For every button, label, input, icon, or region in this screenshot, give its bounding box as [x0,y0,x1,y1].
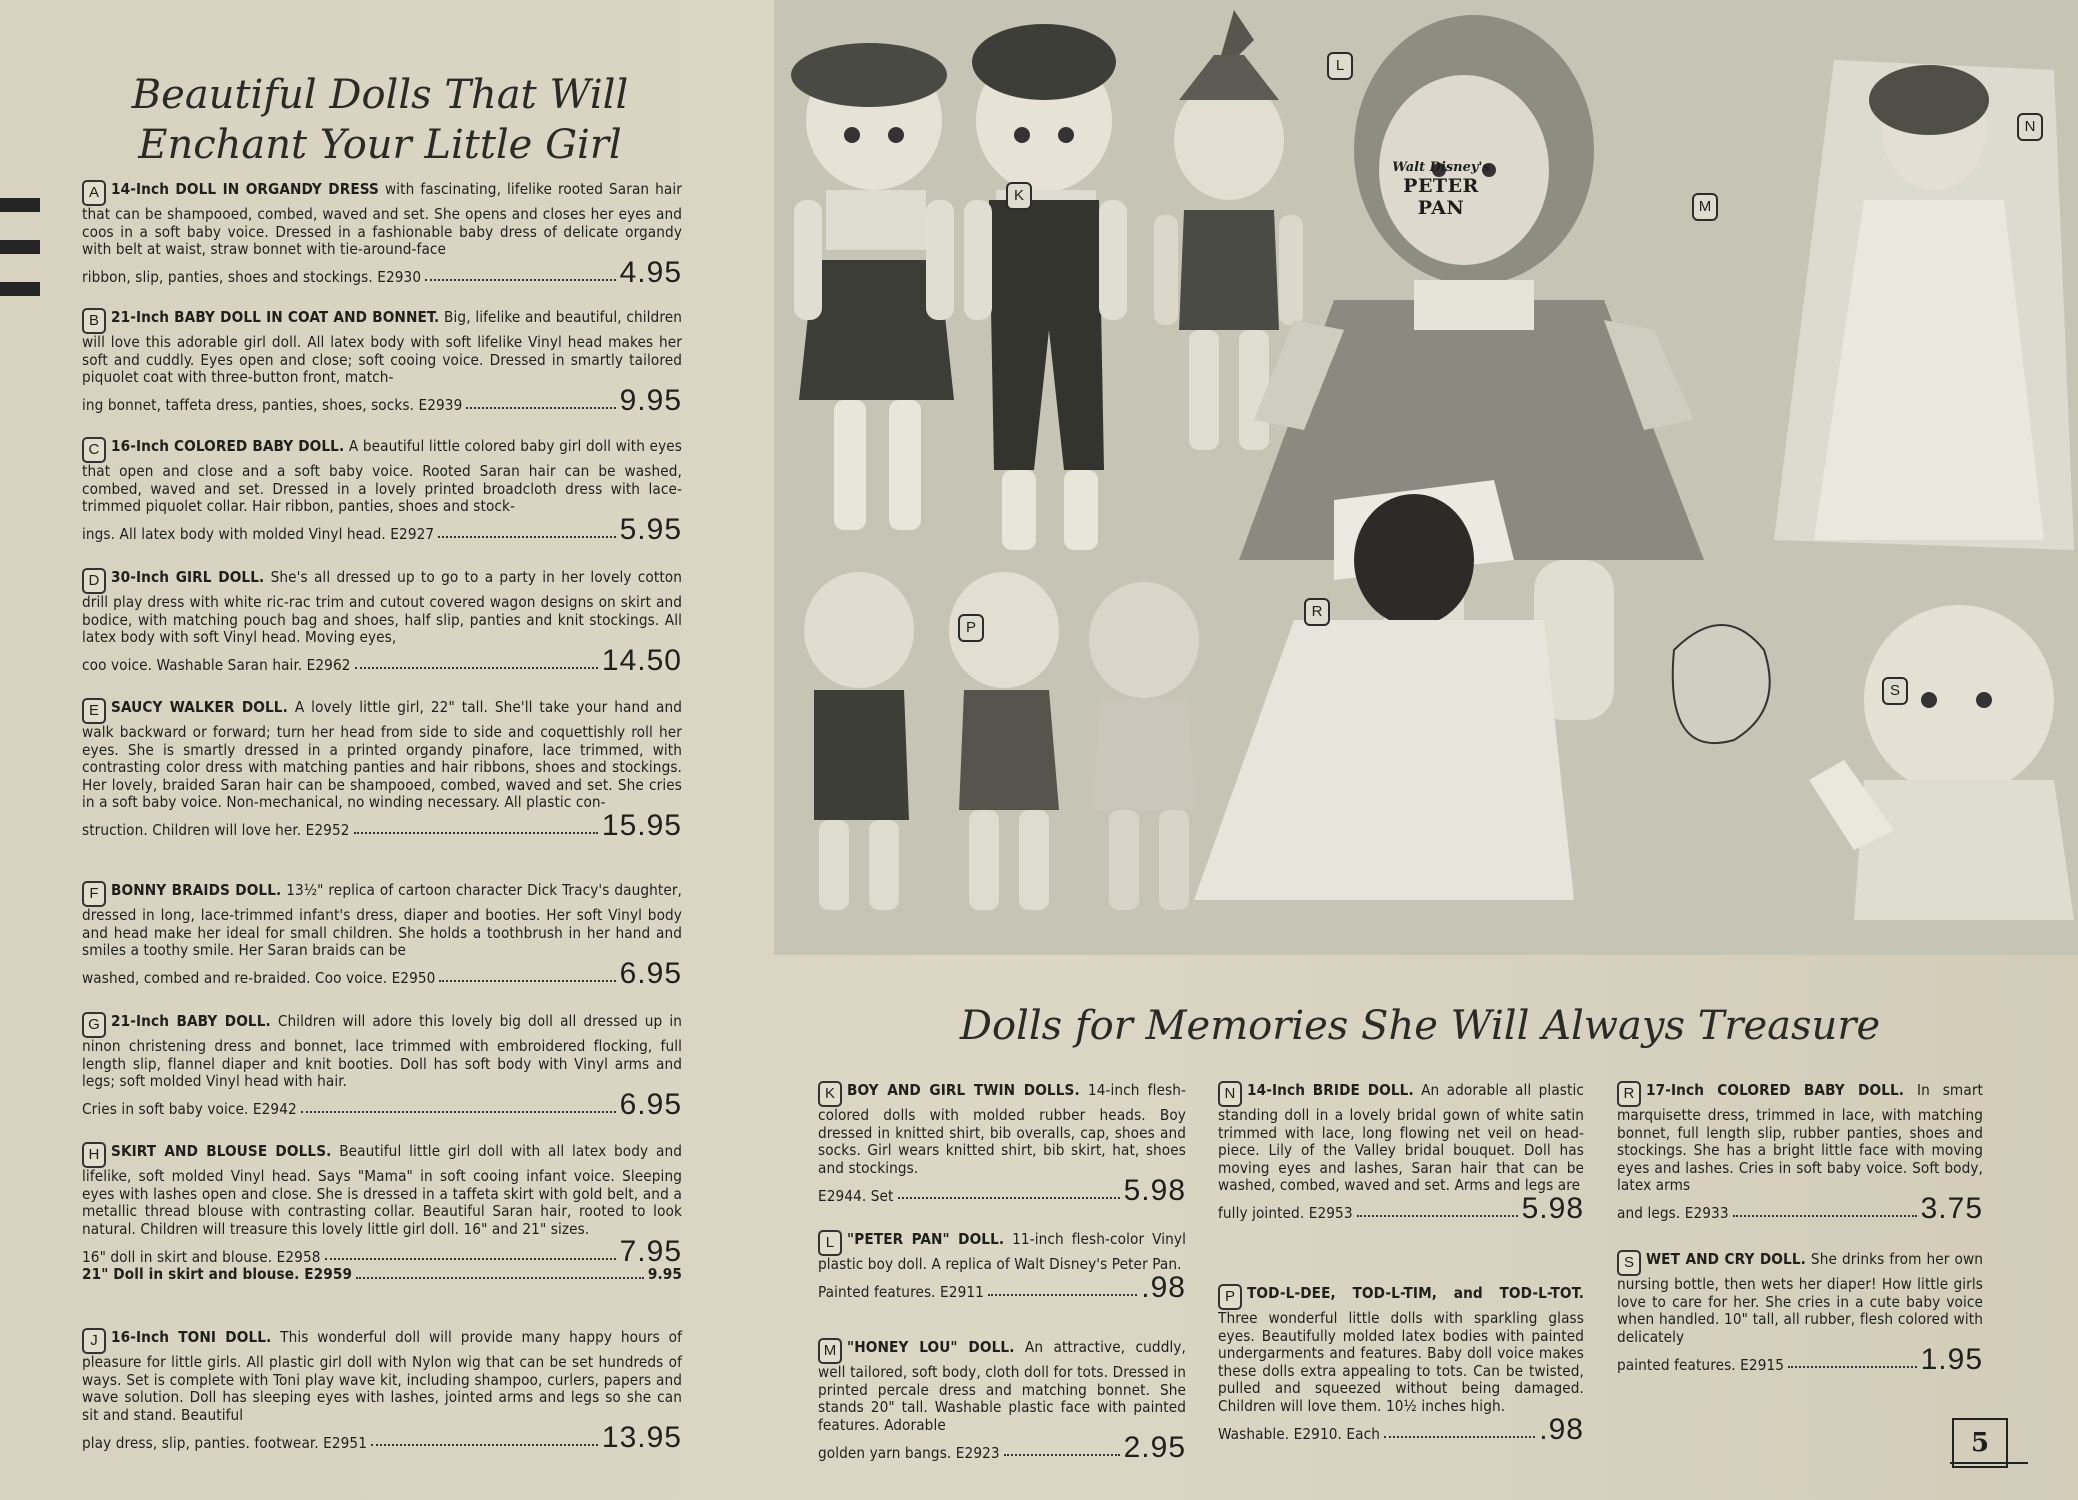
item-last-line: painted features. E2915 [1617,1355,1785,1374]
item-letter: K [818,1081,842,1107]
item-price: .98 [1141,1270,1186,1304]
item-price: .98 [1539,1412,1584,1446]
right-headline: Dolls for Memories She Will Always Treasure [959,1003,1881,1049]
item-price: 5.98 [1123,1174,1186,1208]
item-price: 3.75 [1920,1191,1983,1225]
item-title: SKIRT AND BLOUSE DOLLS. [111,1142,332,1160]
item-body: Children will adore this lovely big doll all dressed up in ninon christening dress and bonnet, lace trimmed with embroidered flocking, full length slip, flannel diaper and knit booties. Doll has soft body with Vinyl arms and legs; soft molded Vinyl head with hair. [82,1012,682,1091]
item-body: Beautiful little girl doll with all latex body and lifelike, soft molded Vinyl head. Says "Mama" in soft cooing infant voice. Sleeping eyes with lashes open and close. She is dressed in a taffeta skirt with gold belt, and a metallic thread blouse with contrasting collar. Beautiful Saran hair, rooted to look natural. Children will treasure this lovely little girl doll. 16" and 21" sizes. [82,1142,682,1238]
item-letter: G [82,1012,106,1038]
item-body: This wonderful doll will provide many happy hours of pleasure for little girls. All plastic girl doll with Nylon wig that can be set hundreds of ways. Set is complete with Toni play wave kit, including shampoo, curlers, papers and wave solution. Doll has sleeping eyes with lashes, jointed arms and legs so she can sit and stand. Beautiful [82,1328,682,1424]
item-body: In smart marquisette dress, trimmed in lace, with matching bonnet, full length slip, rubber panties, shoes and stockings. She has a bright little face with moving eyes and lashes. Cries in soft baby voice. Soft body, latex arms [1617,1081,1983,1195]
item-title: 16-Inch TONI DOLL. [111,1328,272,1346]
item-price: 7.95 [619,1235,682,1269]
item-title: SAUCY WALKER DOLL. [111,698,288,716]
item-title: BOY AND GIRL TWIN DOLLS. [847,1081,1080,1099]
item-title: WET AND CRY DOLL. [1646,1250,1806,1268]
item-n [1218,1081,1584,1223]
item-letter: A [82,180,106,206]
item-title: 17-Inch COLORED BABY DOLL. [1646,1081,1905,1099]
item-body: 13½" replica of cartoon character Dick Tracy's daughter, dressed in long, lace-trimmed infant's dress, diaper and booties. Her soft Vinyl body and head make her ideal for small children. She holds a toothbrush in her hand and smiles a toothy smile. Her Saran braids can be [82,881,682,960]
item-g [82,1012,682,1119]
item-letter: H [82,1142,106,1168]
left-headline [100,70,660,170]
item-last-line: ings. All latex body with molded Vinyl head. E2927 [82,525,435,544]
item-title: TOD-L-DEE, TOD-L-TIM, and TOD-L-TOT. [1247,1284,1584,1302]
item-last-line: Washable. E2910. Each [1218,1424,1380,1443]
item-last-line: ing bonnet, taffeta dress, panties, shoes, socks. E2939 [82,396,463,415]
peter-pan-logo-big: PETER PAN [1403,175,1479,219]
item-extra-line: 21" Doll in skirt and blouse. E2959 [82,1265,353,1284]
item-b [82,308,682,415]
item-body: Big, lifelike and beautiful, children will love this adorable girl doll. All latex body with soft lifelike Vinyl head makes her soft and cuddly. Eyes open and close; soft cooing voice. Dressed in smartly tailored piquolet coat with three-button front, match- [82,308,682,387]
item-price: 5.95 [619,512,682,546]
item-body: She's all dressed up to go to a party in her lovely cotton drill play dress with white ric-rac trim and cutout covered wagon designs on skirt and bodice, with matching pouch bag and shoes, half slip, panties and knit stockings. All latex body with soft Vinyl head. Moving eyes, [82,568,683,647]
dolls-illustration [774,0,2078,955]
item-body: She drinks from her own nursing bottle, then wets her diaper! How little girls love to care for her. She cries in a cute baby voice when handled. 10" tall, all rubber, flesh colored with delicately [1617,1250,1983,1346]
page-number: 5 [1952,1418,2008,1468]
item-title: 14-Inch BRIDE DOLL. [1247,1081,1414,1099]
binding-marks [0,198,40,324]
item-c [82,437,682,544]
item-title: "PETER PAN" DOLL. [847,1230,1005,1248]
item-price: 6.95 [619,1087,682,1121]
item-price: 5.98 [1521,1191,1584,1225]
item-price: 13.95 [601,1421,682,1455]
page-number-rule [1950,1462,2028,1464]
binding-mark [0,282,40,296]
item-letter: C [82,437,106,463]
item-last-line: struction. Children will love her. E2952 [82,821,350,840]
item-letter: R [1617,1081,1641,1107]
item-price: 15.95 [601,808,682,842]
item-m [818,1338,1186,1465]
item-s [1617,1250,1983,1377]
item-last-line: and legs. E2933 [1617,1204,1729,1223]
item-body: with fascinating, lifelike rooted Saran hair that can be shampooed, combed, waved and set. She opens and closes her eyes and coos in a soft baby voice. Dressed in a fashionable baby dress of delicate organdy with belt at waist, straw bonnet with tie-around-face [82,180,682,259]
item-title: 30-Inch GIRL DOLL. [111,568,265,586]
item-p [1218,1284,1584,1444]
item-last-line: Cries in soft baby voice. E2942 [82,1100,297,1119]
item-price: 2.95 [1123,1431,1186,1465]
item-body: An adorable all plastic standing doll in a lovely bridal gown of white satin trimmed with lace, long flowing net veil on head-piece. Lily of the Valley bridal bouquet. Doll has moving eyes and lashes, Saran hair that can be washed, combed, waved and set. Arms and legs are [1218,1081,1584,1195]
item-e [82,698,682,840]
item-letter: J [82,1328,106,1354]
item-title: 21-Inch BABY DOLL IN COAT AND BONNET. [111,308,440,326]
item-body: An attractive, cuddly, well tailored, soft body, cloth doll for tots. Dressed in printed percale dress and matching bonnet. She stands 20" tall. Washable plastic face with painted features. Adorable [818,1338,1186,1434]
item-last-line: coo voice. Washable Saran hair. E2962 [82,656,351,675]
dolls-photo [774,0,2078,955]
photo-tag-r: R [1304,598,1330,626]
item-body: A beautiful little colored baby girl doll with eyes that open and close and a soft baby voice. Rooted Saran hair can be washed, combed, waved and set. Dressed in a lovely printed broadcloth dress with lace-trimmed piquolet collar. Hair ribbon, panties, shoes and stock- [82,437,682,516]
item-last-line: golden yarn bangs. E2923 [818,1443,1000,1462]
item-body: Three wonderful little dolls with sparkling glass eyes. Beautifully molded latex bodies with painted undergarments and features. Baby doll voice makes these dolls extra appealing to tots. Can be twisted, pulled and squeezed without being damaged. Children will love them. 10½ inches high. [1218,1309,1584,1415]
item-price: 14.50 [601,643,682,677]
peter-pan-logo [1386,160,1496,219]
item-letter: B [82,308,106,334]
item-body: A lovely little girl, 22" tall. She'll take your hand and walk backward or forward; turn her head from side to side and coquettishly roll her eyes. She is smartly dressed in a printed organdy pinafore, lace trimmed, with contrasting color dress with matching panties and hair ribbons, shoes and stockings. Her lovely, braided Saran hair can be shampooed, combed, waved and set. She cries in a soft baby voice. Non-mechanical, no winding necessary. All plastic con- [82,698,682,812]
item-letter: N [1218,1081,1242,1107]
item-a [82,180,682,287]
item-price: 9.95 [619,383,682,417]
left-headline-line-2: Enchant Your Little Girl [138,122,622,168]
item-letter: M [818,1338,842,1364]
item-title: BONNY BRAIDS DOLL. [111,881,282,899]
item-price: 6.95 [619,956,682,990]
binding-mark [0,198,40,212]
photo-tag-n: N [2017,113,2043,141]
item-title: 16-Inch COLORED BABY DOLL. [111,437,345,455]
item-f [82,881,682,988]
item-last-line: E2944. Set [818,1186,894,1205]
item-letter: F [82,881,106,907]
photo-tag-m: M [1692,193,1718,221]
item-letter: L [818,1230,842,1256]
photo-tag-k: K [1006,182,1032,210]
photo-tag-l: L [1327,52,1353,80]
peter-pan-logo-small: Walt Disney's [1392,160,1490,175]
item-l [818,1230,1186,1302]
item-price: 4.95 [619,255,682,289]
item-k [818,1081,1186,1208]
item-last-line: fully jointed. E2953 [1218,1204,1353,1223]
item-body: 11-inch flesh-color Vinyl plastic boy doll. A replica of Walt Disney's Peter Pan. [818,1230,1186,1273]
photo-tag-s: S [1882,677,1908,705]
item-r [1617,1081,1983,1223]
item-title: "HONEY LOU" DOLL. [847,1338,1015,1356]
item-last-line: ribbon, slip, panties, shoes and stockings. E2930 [82,268,422,287]
item-h [82,1142,682,1284]
item-letter: S [1617,1250,1641,1276]
photo-tag-p: P [958,614,984,642]
item-d [82,568,682,675]
item-title: 14-Inch DOLL IN ORGANDY DRESS [111,180,379,198]
item-last-line: Painted features. E2911 [818,1283,984,1301]
item-extra-price: 9.95 [647,1265,682,1284]
item-letter: E [82,698,106,724]
item-last-line: 16" doll in skirt and blouse. E2958 [82,1247,321,1266]
item-last-line: play dress, slip, panties. footwear. E2951 [82,1433,368,1452]
item-title: 21-Inch BABY DOLL. [111,1012,271,1030]
item-body: 14-inch flesh-colored dolls with molded rubber heads. Boy dressed in knitted shirt, bib overalls, cap, shoes and socks. Girl wears knitted shirt, bib skirt, hat, shoes and stockings. [818,1081,1186,1177]
item-last-line: washed, combed and re-braided. Coo voice. E2950 [82,969,436,988]
item-price: 1.95 [1920,1343,1983,1377]
item-j [82,1328,682,1455]
left-headline-line-1: Beautiful Dolls That Will [131,72,629,118]
item-letter: D [82,568,106,594]
item-letter: P [1218,1284,1242,1310]
binding-mark [0,240,40,254]
